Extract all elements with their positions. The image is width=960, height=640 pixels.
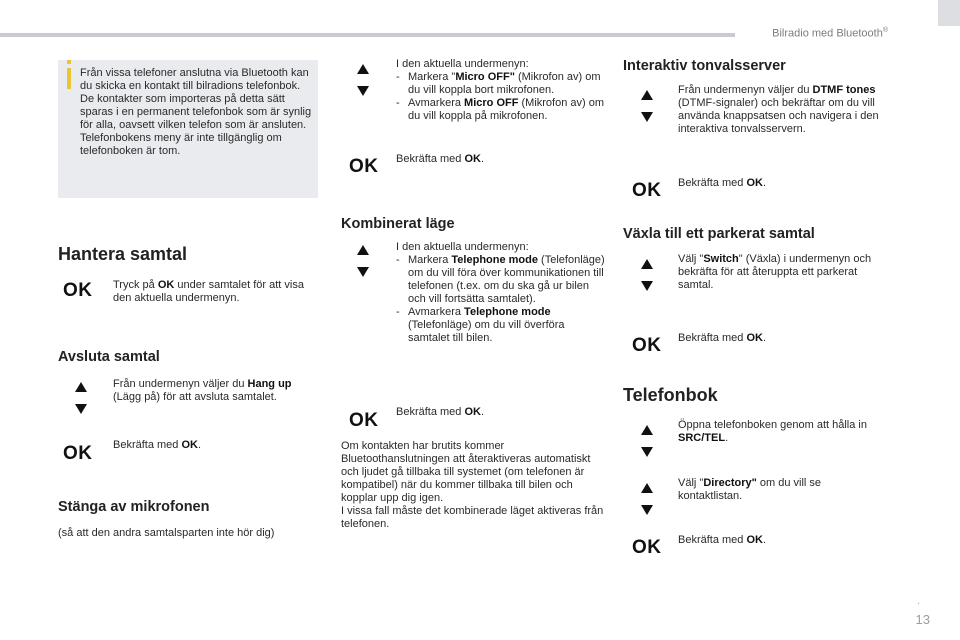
up-down-arrows-icon — [638, 255, 656, 295]
interaktiv-confirm: Bekräfta med OK. — [678, 177, 767, 189]
hantera-text: Tryck på OK under samtalet för att visa den aktuella undermenyn. — [113, 279, 304, 304]
ok-button-icon: OK — [349, 156, 379, 177]
list-item: - Avmarkera Micro OFF (Mikrofon av) om du vill koppla på mikrofonen. — [396, 97, 605, 122]
page-tab-marker — [938, 0, 960, 26]
info-icon — [67, 60, 71, 64]
section-title-vaxla: Växla till ett parkerat samtal — [623, 226, 815, 242]
footer-dot: . — [917, 596, 920, 607]
section-title-avsluta: Avsluta samtal — [58, 349, 160, 365]
up-down-arrows-icon — [638, 479, 656, 519]
list-item: - Avmarkera Telephone mode (Telefonläge) om du vill överföra samtalet till bilen. — [396, 306, 565, 344]
vaxla-confirm: Bekräfta med OK. — [678, 332, 767, 344]
stanga-subtitle: (så att den andra samtalsparten inte hör dig) — [58, 527, 275, 539]
page-number: 13 — [915, 612, 930, 627]
ok-button-icon: OK — [63, 443, 93, 464]
telefonbok-confirm: Bekräfta med OK. — [678, 534, 767, 546]
info-box — [58, 60, 318, 198]
avsluta-confirm: Bekräfta med OK. — [113, 439, 202, 451]
mikro-instructions: I den aktuella undermenyn: - Markera "Micro OFF" (Mikrofon av) om du vill koppla bort mikrofonen. - Avmarkera Micro OFF (Mikrofon av) om du vill koppla på mikrofonen. — [396, 58, 605, 122]
ok-button-icon: OK — [349, 410, 379, 431]
telefonbok-step1: Öppna telefonboken genom att hålla in SRC/TEL. — [678, 419, 867, 444]
section-title-telefonbok: Telefonbok — [623, 385, 718, 405]
interaktiv-step: Från undermenyn väljer du DTMF tones (DTMF-signaler) och bekräftar om du vill använda knappsatsen och navigera i den interaktiva tonvalsservern. — [678, 84, 879, 135]
mikro-confirm: Bekräfta med OK. — [396, 153, 485, 165]
header-rule — [0, 33, 735, 37]
section-title-hantera: Hantera samtal — [58, 244, 188, 264]
up-down-arrows-icon — [72, 378, 90, 418]
info-bar — [67, 68, 71, 89]
section-title-stanga: Stänga av mikrofonen — [58, 499, 210, 515]
avsluta-step: Från undermenyn väljer du Hang up (Lägg på) för att avsluta samtalet. — [113, 378, 292, 403]
ok-button-icon: OK — [632, 335, 662, 356]
kombinerat-note: Om kontakten har brutits kommer Bluetoothanslutningen att återaktiveras automatiskt och ljudet gå tillbaka till systemet (om telefonen är kompatibel) när du kommer tillbaka till bilen och kopplar upp dig igen. I vissa fall måste det kombinerade läget aktiveras från telefonen. — [341, 440, 604, 530]
up-down-arrows-icon — [638, 421, 656, 461]
ok-button-icon: OK — [63, 280, 93, 301]
up-down-arrows-icon — [638, 86, 656, 126]
list-item: - Markera Telephone mode (Telefonläge) om du vill föra över kommunikationen till telefonen (t.ex. om du ska gå ur bilen och vill fortsätta samtalet). — [396, 254, 605, 305]
info-text: Från vissa telefoner anslutna via Bluetooth kan du skicka en kontakt till bilradions telefonbok. De kontakter som importeras på detta sätt sparas i en permanent telefonbok som är synlig för alla, oavsett vilken telefon som är ansluten. Telefonbokens meny är inte tillgänglig om telefonboken är tom. — [80, 67, 312, 157]
list-item: - Markera "Micro OFF" (Mikrofon av) om du vill koppla bort mikrofonen. — [396, 71, 601, 96]
ok-button-icon: OK — [632, 180, 662, 201]
telefonbok-step2: Välj "Directory" om du vill se kontaktlistan. — [678, 477, 822, 502]
up-down-arrows-icon — [354, 60, 372, 100]
chapter-title: Bilradio med Bluetooth® — [772, 27, 888, 40]
section-title-kombinerat: Kombinerat läge — [341, 216, 455, 232]
vaxla-step: Välj "Switch" (Växla) i undermenyn och bekräfta för att återuppta ett parkerat samtal. — [678, 253, 872, 291]
ok-button-icon: OK — [632, 537, 662, 558]
up-down-arrows-icon — [354, 241, 372, 281]
kombinerat-instructions: I den aktuella undermenyn: - Markera Telephone mode (Telefonläge) om du vill föra över kommunikationen till telefonen (t.ex. om du ska gå ur bilen och vill fortsätta samtalet). - Avmarkera Telephone mode (Telefonläge) om du vill överföra samtalet till bilen. — [396, 241, 605, 344]
section-title-interaktiv: Interaktiv tonvalsserver — [623, 58, 786, 74]
kombinerat-confirm: Bekräfta med OK. — [396, 406, 485, 418]
